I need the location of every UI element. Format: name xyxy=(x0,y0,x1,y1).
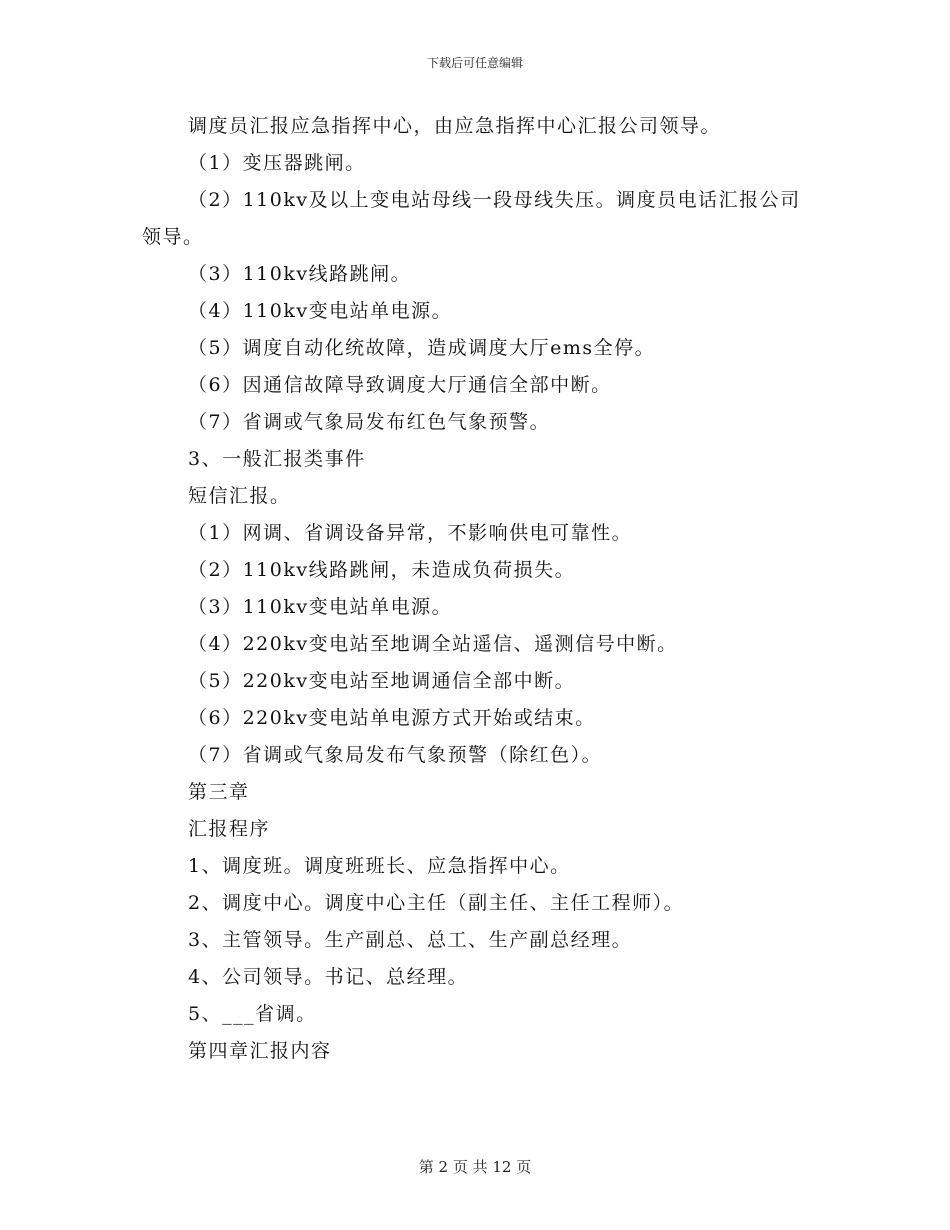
list-item: 3、主管领导。生产副总、总工、生产副总经理。 xyxy=(188,929,633,951)
document-body xyxy=(142,108,814,1070)
section-heading: 汇报程序 xyxy=(188,818,271,840)
list-item: （5）220kv变电站至地调通信全部中断。 xyxy=(188,670,576,692)
paragraph: 调度员汇报应急指挥中心，由应急指挥中心汇报公司领导。 xyxy=(188,115,722,137)
chapter-heading: 第三章 xyxy=(188,781,250,803)
list-item: 5、___省调。 xyxy=(188,1003,317,1025)
list-item: （4）220kv变电站至地调全站遥信、遥测信号中断。 xyxy=(188,633,678,655)
list-item: （3）110kv线路跳闸。 xyxy=(188,263,412,285)
section-heading: 3、一般汇报类事件 xyxy=(188,448,366,470)
page-number-footer: 第 2 页 共 12 页 xyxy=(418,1158,532,1176)
list-item: （1）变压器跳闸。 xyxy=(188,152,366,174)
list-item: （7）省调或气象局发布红色气象预警。 xyxy=(188,411,551,433)
list-item: （5）调度自动化统故障，造成调度大厅ems全停。 xyxy=(188,337,656,359)
list-item: （7）省调或气象局发布气象预警（除红色）。 xyxy=(188,744,603,766)
list-item: （2）110kv及以上变电站母线一段母线失压。调度员电话汇报公司领导。 xyxy=(142,189,801,248)
list-item: （6）220kv变电站单电源方式开始或结束。 xyxy=(188,707,596,729)
list-item: （2）110kv线路跳闸，未造成负荷损失。 xyxy=(188,559,576,581)
list-item: （1）网调、省调设备异常，不影响供电可靠性。 xyxy=(188,522,633,544)
list-item: 2、调度中心。调度中心主任（副主任、主任工程师）。 xyxy=(188,892,685,914)
list-item: 1、调度班。调度班班长、应急指挥中心。 xyxy=(188,855,571,877)
list-item: （3）110kv变电站单电源。 xyxy=(188,596,453,618)
list-item: （6）因通信故障导致调度大厅通信全部中断。 xyxy=(188,374,612,396)
list-item: （4）110kv变电站单电源。 xyxy=(188,300,453,322)
list-item: 4、公司领导。书记、总经理。 xyxy=(188,966,469,988)
page-header: 下载后可任意编辑 xyxy=(426,56,523,70)
chapter-heading: 第四章汇报内容 xyxy=(188,1040,332,1062)
paragraph: 短信汇报。 xyxy=(188,485,291,507)
